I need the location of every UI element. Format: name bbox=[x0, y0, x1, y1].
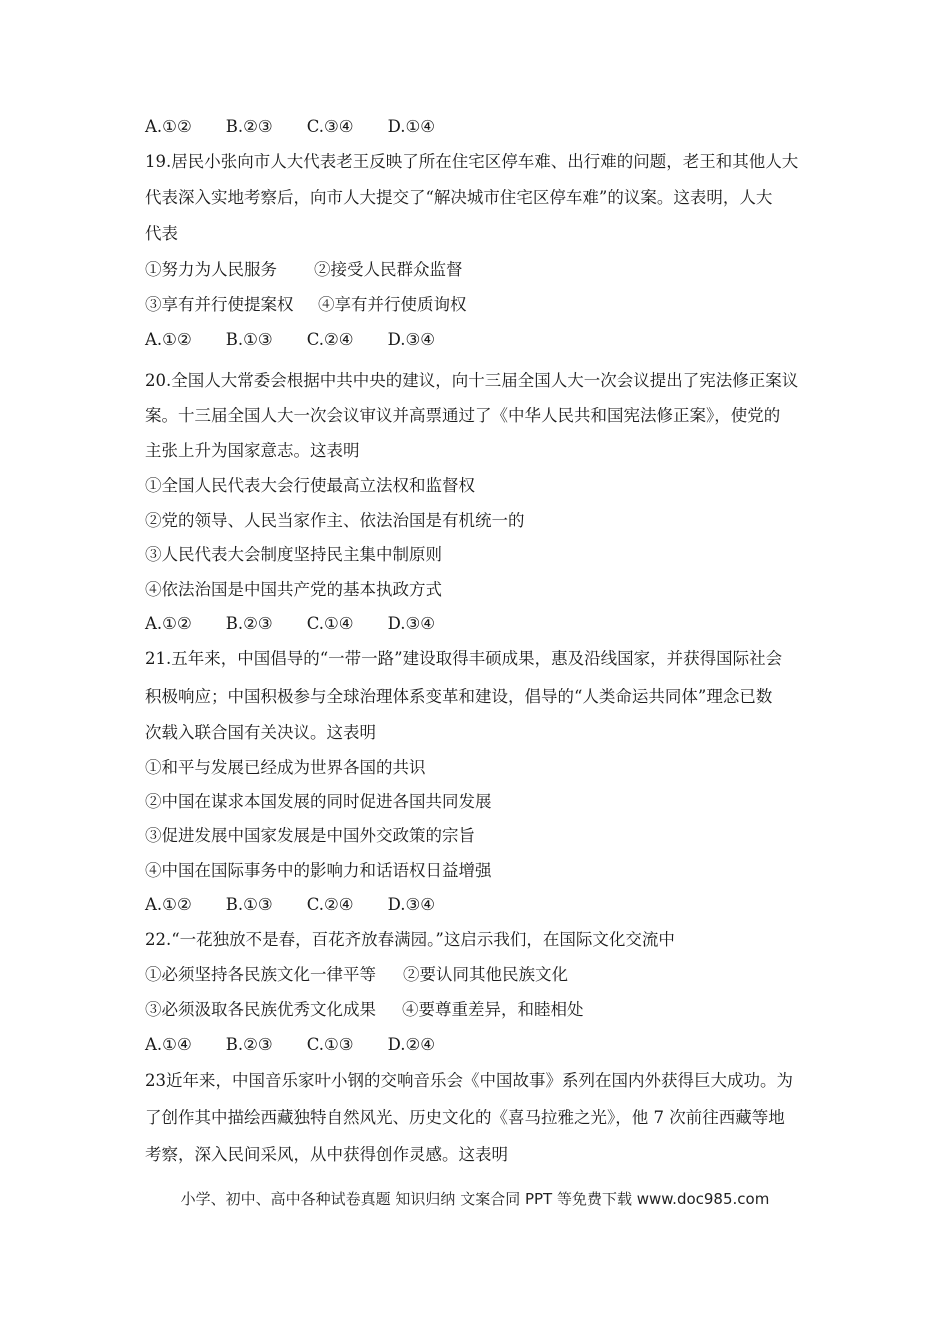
option: B.②③ bbox=[225, 614, 273, 633]
option: A.①② bbox=[145, 614, 192, 633]
option: B.②③ bbox=[225, 117, 273, 136]
option: B.①③ bbox=[225, 895, 273, 914]
option: D.③④ bbox=[387, 895, 436, 914]
q19-item: ①努力为人民服务 bbox=[145, 260, 277, 279]
option: C.①③ bbox=[306, 1035, 354, 1054]
q20-item: ④依法治国是中国共产党的基本执政方式 bbox=[145, 580, 442, 599]
q22-item: ③必须汲取各民族优秀文化成果 bbox=[145, 1000, 376, 1019]
q22-items-row bbox=[145, 964, 810, 986]
q23-stem-line: 了创作其中描绘西藏独特自然风光、历史文化的《喜马拉雅之光》，他 7 次前往西藏等地 bbox=[145, 1108, 785, 1127]
q19-stem-line: 19.居民小张向市人大代表老王反映了所在住宅区停车难、出行难的问题，老王和其他人大 bbox=[145, 152, 799, 171]
q21-stem-line: 积极响应；中国积极参与全球治理体系变革和建设，倡导的“人类命运共同体”理念已数 bbox=[145, 687, 773, 706]
q19-item: ②接受人民群众监督 bbox=[314, 260, 463, 279]
q21-stem-line: 21.五年来，中国倡导的“一带一路”建设取得丰硕成果，惠及沿线国家，并获得国际社会 bbox=[145, 649, 783, 668]
q23-stem-line: 考察，深入民间采风，从中获得创作灵感。这表明 bbox=[145, 1145, 508, 1164]
option: B.②③ bbox=[225, 1035, 273, 1054]
q19-stem-line: 代表深入实地考察后，向市人大提交了“解决城市住宅区停车难”的议案。这表明，人大 bbox=[145, 188, 773, 207]
q20-item: ①全国人民代表大会行使最高立法权和监督权 bbox=[145, 476, 475, 495]
option: A.①④ bbox=[145, 1035, 192, 1054]
option: A.①② bbox=[145, 117, 192, 136]
option: C.③④ bbox=[306, 117, 354, 136]
q20-options bbox=[145, 613, 810, 635]
q20-stem-line: 主张上升为国家意志。这表明 bbox=[145, 441, 360, 460]
option: C.①④ bbox=[306, 614, 354, 633]
q19-item: ④享有并行使质询权 bbox=[318, 295, 467, 314]
q21-item: ③促进发展中国家发展是中国外交政策的宗旨 bbox=[145, 826, 475, 845]
q22-item: ②要认同其他民族文化 bbox=[403, 965, 568, 984]
q22-items-row bbox=[145, 999, 810, 1021]
q21-item: ②中国在谋求本国发展的同时促进各国共同发展 bbox=[145, 792, 492, 811]
q22-options bbox=[145, 1034, 810, 1056]
option: D.③④ bbox=[387, 330, 436, 349]
q21-item: ④中国在国际事务中的影响力和话语权日益增强 bbox=[145, 861, 492, 880]
option: A.①② bbox=[145, 895, 192, 914]
page-footer: 小学、初中、高中各种试卷真题 知识归纳 文案合同 PPT 等免费下载 www.doc985.com bbox=[180, 1190, 770, 1208]
q19-items-row bbox=[145, 294, 810, 316]
q22-item: ④要尊重差异，和睦相处 bbox=[402, 1000, 584, 1019]
option: A.①② bbox=[145, 330, 192, 349]
q22-item: ①必须坚持各民族文化一律平等 bbox=[145, 965, 376, 984]
q20-item: ②党的领导、人民当家作主、依法治国是有机统一的 bbox=[145, 511, 525, 530]
option: D.②④ bbox=[387, 1035, 436, 1054]
option: C.②④ bbox=[306, 330, 354, 349]
option: B.①③ bbox=[225, 330, 273, 349]
q23-stem-line: 23近年来，中国音乐家叶小钢的交响音乐会《中国故事》系列在国内外获得巨大成功。为 bbox=[145, 1071, 793, 1090]
q19-stem-line: 代表 bbox=[145, 224, 178, 243]
q19-options bbox=[145, 329, 810, 351]
q20-stem-line: 案。十三届全国人大一次会议审议并高票通过了《中华人民共和国宪法修正案》，使党的 bbox=[145, 406, 781, 425]
q20-stem-line: 20.全国人大常委会根据中共中央的建议，向十三届全国人大一次会议提出了宪法修正案议 bbox=[145, 371, 799, 390]
option: D.③④ bbox=[387, 614, 436, 633]
q20-item: ③人民代表大会制度坚持民主集中制原则 bbox=[145, 545, 442, 564]
q21-item: ①和平与发展已经成为世界各国的共识 bbox=[145, 758, 426, 777]
option: C.②④ bbox=[306, 895, 354, 914]
q21-options bbox=[145, 894, 810, 916]
q21-stem-line: 次载入联合国有关决议。这表明 bbox=[145, 723, 376, 742]
q18-options bbox=[145, 116, 810, 138]
option: D.①④ bbox=[387, 117, 436, 136]
q19-items-row bbox=[145, 259, 810, 281]
q22-stem-line: 22.“一花独放不是春，百花齐放春满园。”这启示我们，在国际文化交流中 bbox=[145, 930, 675, 949]
q19-item: ③享有并行使提案权 bbox=[145, 295, 294, 314]
